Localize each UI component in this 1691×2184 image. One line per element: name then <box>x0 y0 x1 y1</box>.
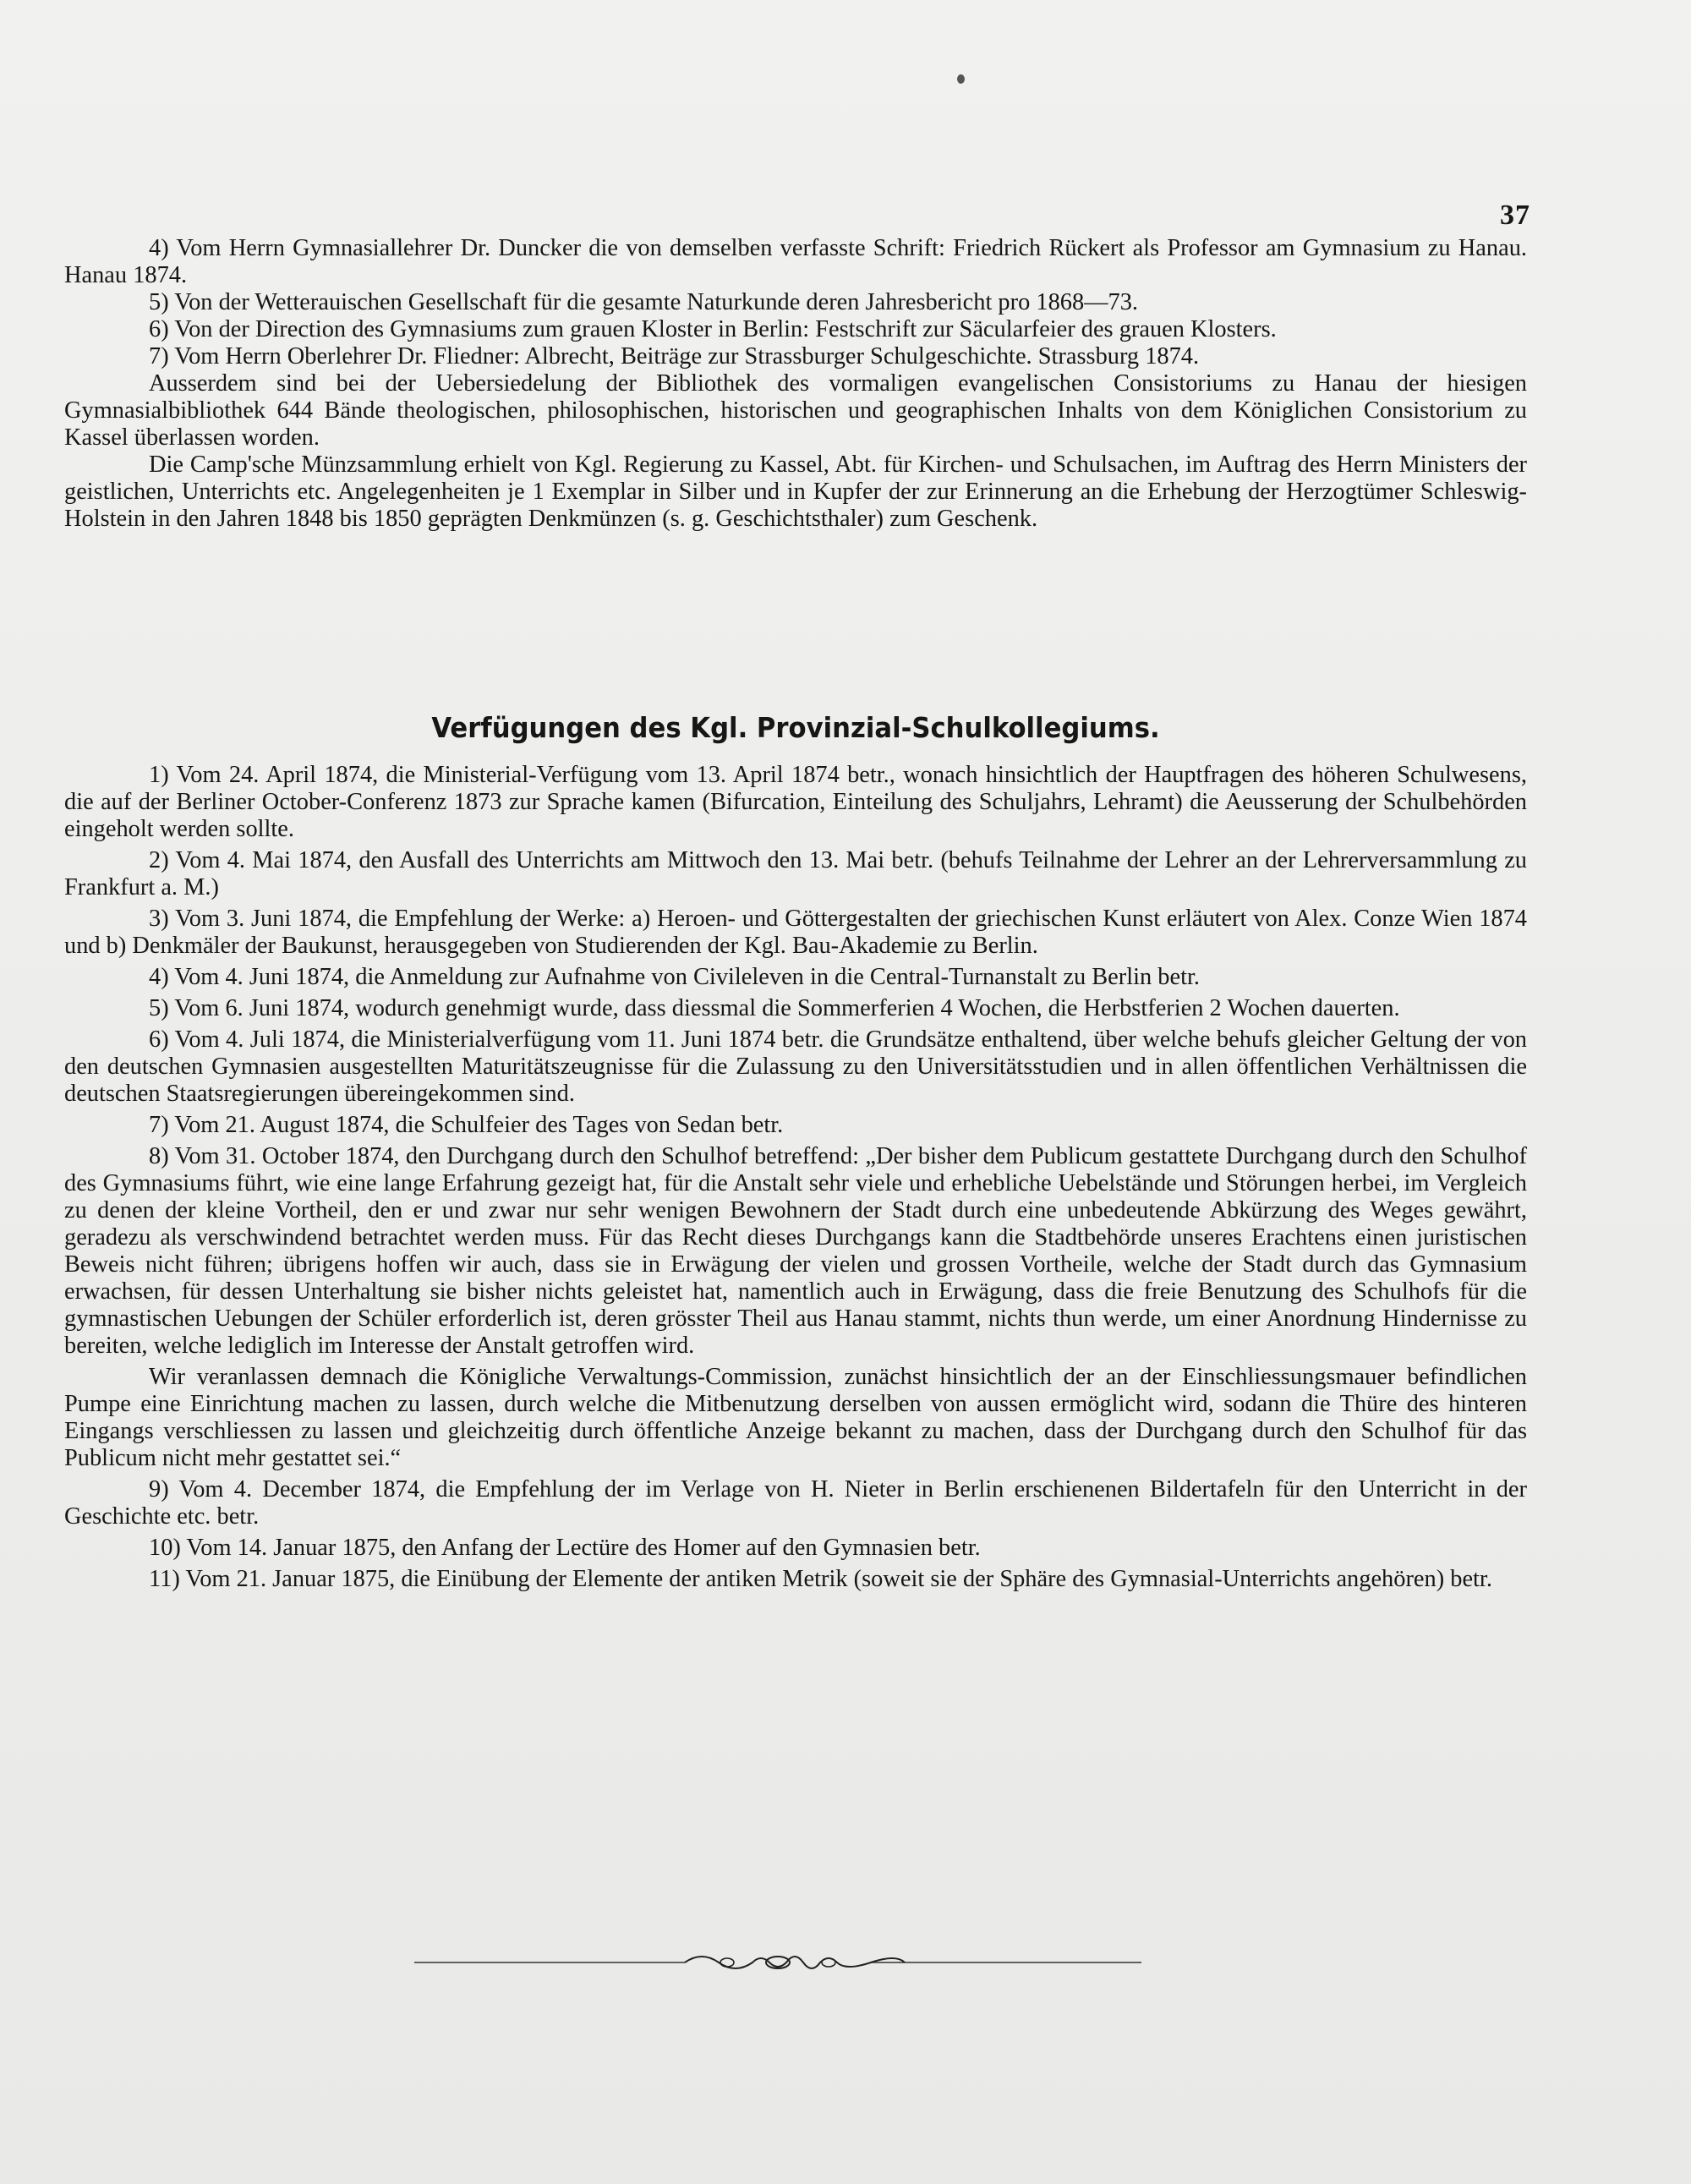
decree-item: 5) Vom 6. Juni 1874, wodurch genehmigt wurde, dass diessmal die Sommerferien 4 Wochen, die Herbstferien 2 Wochen dauerten. <box>149 995 1400 1021</box>
decree-item: 4) Vom 4. Juni 1874, die Anmeldung zur Aufnahme von Civileleven in die Central-Turnanstalt zu Berlin betr. <box>149 964 1200 990</box>
decree-item: 9) Vom 4. December 1874, die Empfehlung der im Verlage von H. Nieter in Berlin erschienenen Bildertafeln für den Unterricht in der Geschichte etc. betr. <box>64 1476 1527 1530</box>
decrees-section <box>64 762 1527 1593</box>
decree-item: 8) Vom 31. October 1874, den Durchgang durch den Schulhof betreffend: „Der bisher dem Publicum gestattete Durchgang durch den Schulhof des Gymnasiums führt, wie eine lange Erfahrung gezeigt hat, für die Anstalt sehr viele und erhebliche Uebelstände und Störungen herbei, im Vergleich zu denen der kleine Vortheil, den er und zwar nur sehr wenigen Bewohnern der Stadt durch eine unbedeutende Abkürzung des Weges gewährt, geradezu als verschwindend betrachtet werden muss. Für das Recht dieses Durchgangs kann die Stadtbehörde unseres Erachtens einen juristischen Beweis nicht führen; übrigens hoffen wir auch, dass sie in Erwägung der vielen und grossen Vortheile, welche der Stadt durch das Gymnasium erwachsen, für dessen Unterhaltung sie bisher nichts geleistet hat, namentlich auch in Erwägung, dass die freie Benutzung des Schulhofs für die gymnastischen Uebungen der Schüler erforderlich ist, deren grösster Theil aus Hanau stammt, nichts thun werde, um einer Anordnung Hindernisse zu bereiten, welche lediglich im Interesse der Anstalt getroffen wird. <box>64 1143 1527 1359</box>
decree-item: 1) Vom 24. April 1874, die Ministerial-Verfügung vom 13. April 1874 betr., wonach hinsichtlich der Hauptfragen des höheren Schulwesens, die auf der Berliner October-Conferenz 1873 zur Sprache kamen (Bifurcation, Einteilung des Schuljahrs, Lehramt) die Aeusserung der Schulbehörden eingeholt werden sollte. <box>64 762 1527 842</box>
decree-item: 2) Vom 4. Mai 1874, den Ausfall des Unterrichts am Mittwoch den 13. Mai betr. (behufs Teilnahme der Lehrer an der Lehrerversammlung zu Frankfurt a. M.) <box>64 847 1527 900</box>
decree-item: 11) Vom 21. Januar 1875, die Einübung der Elemente der antiken Metrik (soweit sie der Sphäre des Gymnasial-Unterrichts angehören) betr. <box>149 1566 1492 1592</box>
paragraph-wetterau: 5) Von der Wetterauischen Gesellschaft für die gesamte Naturkunde deren Jahresbericht pro 1868—73. <box>149 289 1139 315</box>
decree-continuation: Wir veranlassen demnach die Königliche Verwaltungs-Commission, zunächst hinsichtlich der an der Einschliessungsmauer befindlichen Pumpe eine Einrichtung machen zu lassen, durch welche die Mitbenutzung derselben von aussen ermöglicht wird, sodann die Thüre des hinteren Eingangs verschliessen zu lassen und gleichzeitig durch öffentliche Anzeige bekannt zu machen, dass der Durchgang durch den Schulhof für das Publicum nicht mehr gestattet sei.“ <box>64 1364 1527 1471</box>
decree-item: 10) Vom 14. Januar 1875, den Anfang der Lectüre des Homer auf den Gymnasien betr. <box>149 1535 981 1561</box>
page-body <box>64 235 1527 1597</box>
ornamental-divider <box>414 1948 1141 1977</box>
paragraph-duncker: 4) Vom Herrn Gymnasiallehrer Dr. Duncker die von demselben verfasste Schrift: Friedrich Rückert als Professor am Gymnasium zu Hanau. Hanau 1874. <box>64 235 1527 288</box>
section-heading: Verfügungen des Kgl. Provinzial-Schulkollegiums. <box>431 711 1160 744</box>
paragraph-coin-collection: Die Camp'sche Münzsammlung erhielt von Kgl. Regierung zu Kassel, Abt. für Kirchen- und Schulsachen, im Auftrag des Herrn Ministers der geistlichen, Unterrichts etc. Angelegenheiten je 1 Exemplar in Silber und in Kupfer der zur Erinnerung an die Erhebung der Herzogtümer Schleswig-Holstein in den Jahren 1848 bis 1850 geprägten Denkmünzen (s. g. Geschichtsthaler) zum Geschenk. <box>64 452 1527 532</box>
acquisitions-section <box>64 235 1527 713</box>
decree-item: 3) Vom 3. Juni 1874, die Empfehlung der Werke: a) Heroen- und Göttergestalten der griechischen Kunst erläutert von Alex. Conze Wien 1874 und b) Denkmäler der Baukunst, herausgegeben von Studierenden der Kgl. Bau-Akademie zu Berlin. <box>64 906 1527 959</box>
paragraph-grauen-kloster: 6) Von der Direction des Gymnasiums zum grauen Kloster in Berlin: Festschrift zur Säcularfeier des grauen Klosters. <box>149 316 1277 342</box>
decree-item: 6) Vom 4. Juli 1874, die Ministerialverfügung vom 11. Juni 1874 betr. die Grundsätze enthaltend, über welche behufs gleicher Geltung der von den deutschen Gymnasien ausgestellten Maturitätszeugnisse für die Zulassung zu den Universitätsstudien und in allen öffentlichen Verhältnissen die deutschen Staatsregierungen übereingekommen sind. <box>64 1026 1527 1107</box>
paragraph-consistorium-library: Ausserdem sind bei der Uebersiedelung der Bibliothek des vormaligen evangelischen Consistoriums zu Hanau der hiesigen Gymnasialbibliothek 644 Bände theologischen, philosophischen, historischen und geographischen Inhalts von dem Königlichen Consistorium zu Kassel überlassen worden. <box>64 370 1527 451</box>
decree-item: 7) Vom 21. August 1874, die Schulfeier des Tages von Sedan betr. <box>149 1112 784 1138</box>
page-number: 37 <box>1500 200 1530 231</box>
paragraph-fliedner: 7) Vom Herrn Oberlehrer Dr. Fliedner: Albrecht, Beiträge zur Strassburger Schulgeschichte. Strassburg 1874. <box>149 343 1200 369</box>
ink-dot <box>957 74 965 84</box>
